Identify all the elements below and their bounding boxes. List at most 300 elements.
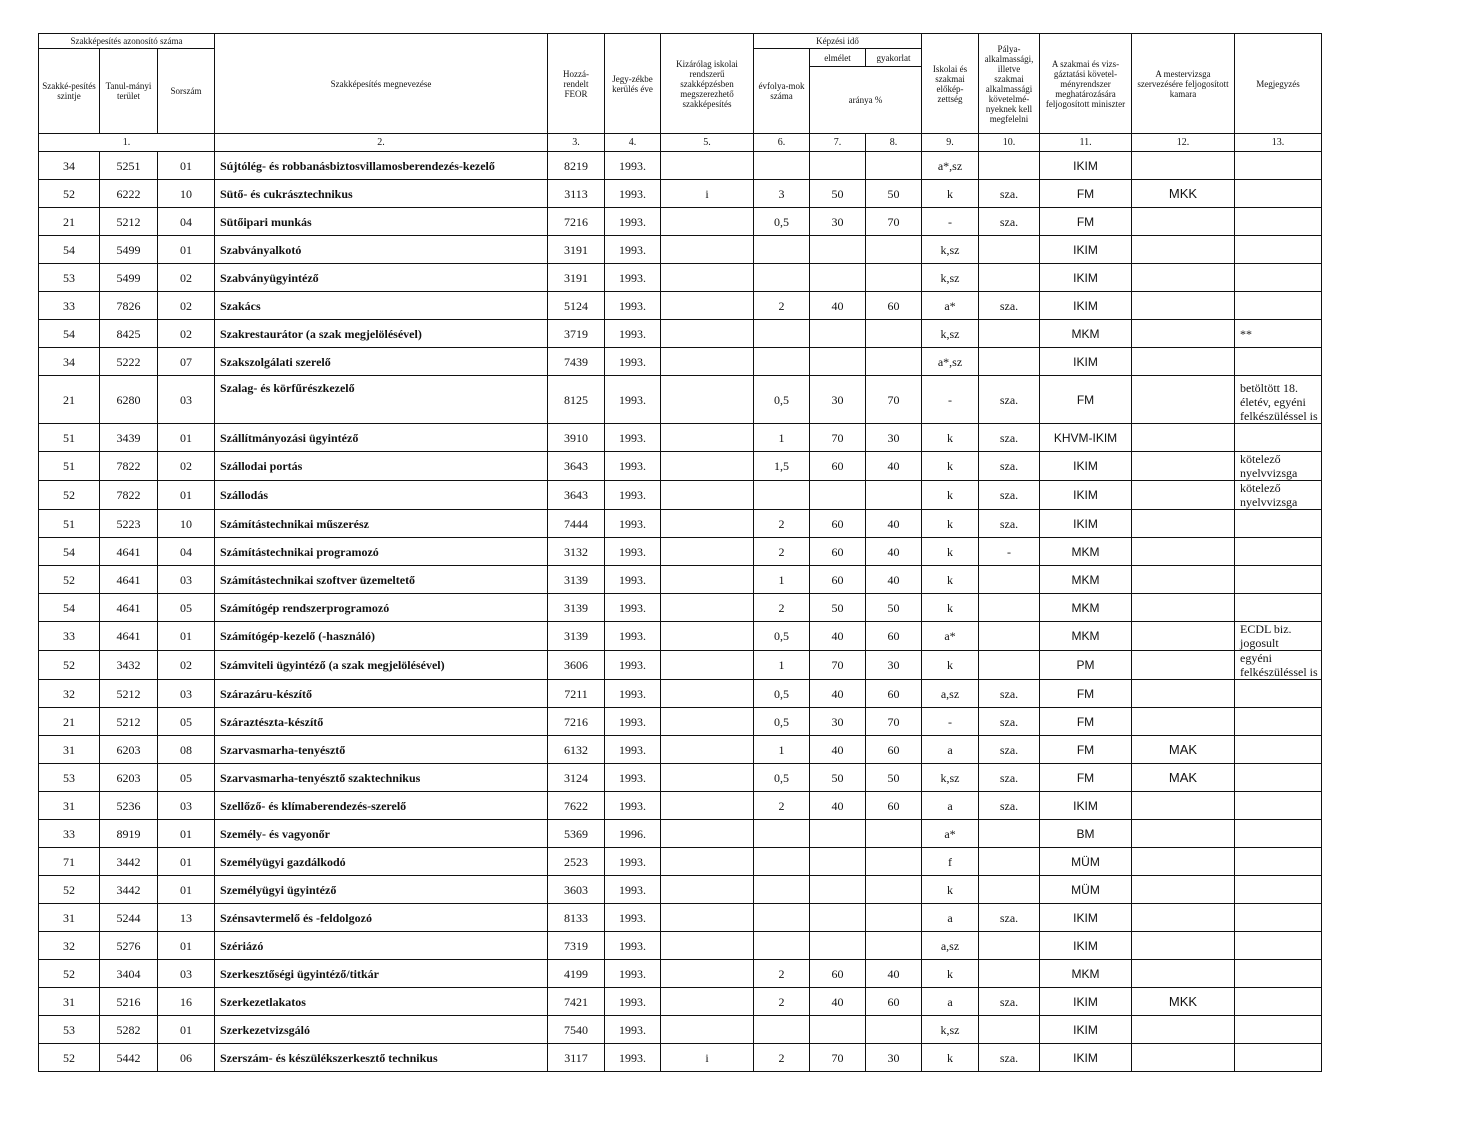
name-cell: Sütőipari munkás [215,208,548,236]
feor-cell: 3139 [548,566,605,594]
serial-cell: 05 [158,708,215,736]
grades-cell [754,152,810,180]
name-cell: Szénsavtermelő és -feldolgozó [215,904,548,932]
serial-cell: 04 [158,538,215,566]
chamber-cell [1132,236,1235,264]
minister-cell: FM [1040,680,1132,708]
column-number: 1. [39,134,215,152]
remark-cell [1235,932,1322,960]
name-cell: Szerkezetlakatos [215,988,548,1016]
career-cell: sza. [979,1044,1040,1072]
year-cell: 1993. [605,932,661,960]
feor-cell: 8219 [548,152,605,180]
table-row [39,960,1437,988]
area-cell: 5244 [100,904,158,932]
table-row [39,376,1437,424]
minister-cell: IKIM [1040,932,1132,960]
table-row [39,1016,1437,1044]
chamber-cell: MKK [1132,180,1235,208]
feor-cell: 7216 [548,208,605,236]
school-only-cell [661,680,754,708]
prereq-cell: k,sz [922,320,979,348]
theory-cell [810,848,866,876]
theory-cell: 70 [810,1044,866,1072]
career-cell [979,932,1040,960]
school-only-cell [661,152,754,180]
prereq-cell: a*,sz [922,152,979,180]
level-cell: 52 [39,566,100,594]
chamber-cell [1132,680,1235,708]
table-row [39,538,1437,566]
career-cell: sza. [979,792,1040,820]
minister-cell: IKIM [1040,510,1132,538]
remark-cell [1235,1044,1322,1072]
prereq-cell: a [922,792,979,820]
chamber-cell [1132,424,1235,452]
table-row [39,566,1437,594]
school-only-cell [661,651,754,680]
level-cell: 54 [39,236,100,264]
school-only-cell [661,481,754,510]
feor-cell: 7439 [548,348,605,376]
level-cell: 31 [39,904,100,932]
feor-cell: 7622 [548,792,605,820]
serial-cell: 02 [158,264,215,292]
year-cell: 1993. [605,376,661,424]
grades-cell: 0,5 [754,764,810,792]
feor-cell: 3643 [548,452,605,481]
theory-cell: 40 [810,292,866,320]
school-only-cell [661,904,754,932]
name-cell: Száraztészta-készítő [215,708,548,736]
practice-cell: 60 [866,988,922,1016]
table-row [39,792,1437,820]
minister-cell: MÜM [1040,848,1132,876]
minister-cell: IKIM [1040,988,1132,1016]
grades-cell: 1 [754,424,810,452]
area-cell: 3404 [100,960,158,988]
remark-cell [1235,152,1322,180]
year-cell: 1993. [605,264,661,292]
area-cell: 3442 [100,848,158,876]
feor-cell: 7444 [548,510,605,538]
year-cell: 1993. [605,481,661,510]
name-cell: Sújtólég- és robbanásbiztosvillamosberendezés-kezelő [215,152,548,180]
year-cell: 1993. [605,708,661,736]
practice-cell: 30 [866,651,922,680]
name-cell: Számítástechnikai szoftver üzemeltető [215,566,548,594]
theory-cell [810,876,866,904]
prereq-cell: k,sz [922,764,979,792]
chamber-cell [1132,594,1235,622]
column-number: 3. [548,134,605,152]
feor-cell: 2523 [548,848,605,876]
chamber-cell [1132,876,1235,904]
area-cell: 5499 [100,236,158,264]
practice-cell: 70 [866,208,922,236]
level-cell: 21 [39,208,100,236]
feor-cell: 3191 [548,264,605,292]
feor-cell: 7540 [548,1016,605,1044]
chamber-cell [1132,538,1235,566]
area-cell: 3432 [100,651,158,680]
career-cell [979,876,1040,904]
prereq-cell: a [922,988,979,1016]
serial-cell: 03 [158,376,215,424]
level-cell: 52 [39,876,100,904]
serial-cell: 01 [158,932,215,960]
prereq-cell: - [922,208,979,236]
feor-cell: 7421 [548,988,605,1016]
name-cell: Számítástechnikai programozó [215,538,548,566]
table-row [39,320,1437,348]
prereq-cell: k [922,481,979,510]
year-cell: 1993. [605,680,661,708]
name-cell: Szállodai portás [215,452,548,481]
year-cell: 1993. [605,208,661,236]
prereq-cell: k [922,1044,979,1072]
feor-cell: 3910 [548,424,605,452]
name-cell: Szabványalkotó [215,236,548,264]
year-cell: 1993. [605,152,661,180]
year-cell: 1993. [605,736,661,764]
practice-cell: 40 [866,538,922,566]
feor-cell: 4199 [548,960,605,988]
minister-cell: KHVM-IKIM [1040,424,1132,452]
serial-cell: 01 [158,820,215,848]
career-cell: - [979,538,1040,566]
minister-cell: IKIM [1040,236,1132,264]
remark-cell [1235,792,1322,820]
serial-cell: 01 [158,424,215,452]
career-cell [979,264,1040,292]
area-cell: 7822 [100,481,158,510]
name-cell: Szerszám- és készülékszerkesztő technikus [215,1044,548,1072]
year-cell: 1993. [605,622,661,651]
theory-cell: 30 [810,376,866,424]
minister-cell: IKIM [1040,152,1132,180]
theory-cell: 60 [810,452,866,481]
chamber-cell [1132,320,1235,348]
practice-cell [866,348,922,376]
practice-cell [866,932,922,960]
chamber-cell [1132,348,1235,376]
serial-cell: 08 [158,736,215,764]
header-area: Tanul-mányi terület [100,49,158,134]
name-cell: Számítástechnikai műszerész [215,510,548,538]
grades-cell: 2 [754,1044,810,1072]
career-cell [979,960,1040,988]
practice-cell: 50 [866,594,922,622]
remark-cell [1235,764,1322,792]
school-only-cell [661,622,754,651]
grades-cell: 0,5 [754,376,810,424]
level-cell: 21 [39,376,100,424]
chamber-cell: MKK [1132,988,1235,1016]
qualifications-table [38,33,1437,1072]
level-cell: 54 [39,594,100,622]
school-only-cell [661,348,754,376]
level-cell: 33 [39,820,100,848]
area-cell: 5222 [100,348,158,376]
header-grades: évfolya-mok száma [754,49,810,134]
level-cell: 32 [39,932,100,960]
grades-cell [754,348,810,376]
career-cell: sza. [979,764,1040,792]
practice-cell: 40 [866,566,922,594]
table-row [39,264,1437,292]
remark-cell: egyéni felkészüléssel is [1235,651,1322,680]
table-row [39,348,1437,376]
chamber-cell [1132,622,1235,651]
level-cell: 53 [39,1016,100,1044]
career-cell [979,152,1040,180]
minister-cell: MKM [1040,320,1132,348]
column-number: 13. [1235,134,1322,152]
area-cell: 5212 [100,208,158,236]
table-row [39,651,1437,680]
remark-cell [1235,1016,1322,1044]
header-practice: gyakorlat [866,49,922,67]
school-only-cell [661,236,754,264]
feor-cell: 3124 [548,764,605,792]
header-year: Jegy-zékbe kerülés éve [605,34,661,134]
feor-cell: 3643 [548,481,605,510]
table-row [39,708,1437,736]
school-only-cell [661,424,754,452]
practice-cell: 30 [866,1044,922,1072]
area-cell: 5499 [100,264,158,292]
area-cell: 5236 [100,792,158,820]
serial-cell: 01 [158,876,215,904]
level-cell: 31 [39,988,100,1016]
theory-cell: 40 [810,988,866,1016]
table-row [39,736,1437,764]
chamber-cell [1132,960,1235,988]
remark-cell: ** [1235,320,1322,348]
area-cell: 4641 [100,594,158,622]
practice-cell [866,481,922,510]
practice-cell [866,848,922,876]
career-cell [979,622,1040,651]
feor-cell: 3606 [548,651,605,680]
area-cell: 5251 [100,152,158,180]
remark-cell [1235,736,1322,764]
prereq-cell: k [922,960,979,988]
name-cell: Szabványügyintéző [215,264,548,292]
chamber-cell [1132,651,1235,680]
area-cell: 8425 [100,320,158,348]
level-cell: 31 [39,736,100,764]
area-cell: 6222 [100,180,158,208]
year-cell: 1993. [605,1016,661,1044]
theory-cell [810,264,866,292]
area-cell: 5442 [100,1044,158,1072]
remark-cell [1235,594,1322,622]
theory-cell [810,904,866,932]
header-name: Szakképesítés megnevezése [215,34,548,134]
level-cell: 52 [39,651,100,680]
register-sheet [38,33,1436,1072]
remark-cell [1235,264,1322,292]
grades-cell: 3 [754,180,810,208]
minister-cell: BM [1040,820,1132,848]
name-cell: Szakrestaurátor (a szak megjelölésével) [215,320,548,348]
table-row [39,1044,1437,1072]
theory-cell: 40 [810,680,866,708]
table-row [39,904,1437,932]
serial-cell: 04 [158,208,215,236]
remark-cell [1235,876,1322,904]
chamber-cell [1132,510,1235,538]
table-row [39,680,1437,708]
table-row [39,932,1437,960]
serial-cell: 03 [158,792,215,820]
theory-cell [810,348,866,376]
table-row [39,876,1437,904]
career-cell: sza. [979,292,1040,320]
practice-cell: 40 [866,510,922,538]
header-id-group: Szakképesítés azonosító száma [39,34,215,49]
grades-cell [754,320,810,348]
chamber-cell [1132,820,1235,848]
grades-cell [754,932,810,960]
theory-cell: 70 [810,651,866,680]
minister-cell: IKIM [1040,348,1132,376]
name-cell: Szakszolgálati szerelő [215,348,548,376]
table-body [39,152,1437,1072]
theory-cell: 40 [810,736,866,764]
minister-cell: MKM [1040,960,1132,988]
chamber-cell [1132,904,1235,932]
prereq-cell: a*,sz [922,348,979,376]
grades-cell: 1 [754,566,810,594]
minister-cell: MKM [1040,538,1132,566]
feor-cell: 3113 [548,180,605,208]
grades-cell: 0,5 [754,208,810,236]
minister-cell: IKIM [1040,292,1132,320]
chamber-cell [1132,848,1235,876]
name-cell: Szakács [215,292,548,320]
school-only-cell [661,932,754,960]
feor-cell: 8125 [548,376,605,424]
career-cell: sza. [979,424,1040,452]
prereq-cell: k,sz [922,236,979,264]
table-row [39,594,1437,622]
prereq-cell: k [922,424,979,452]
chamber-cell [1132,292,1235,320]
feor-cell: 3191 [548,236,605,264]
minister-cell: FM [1040,376,1132,424]
name-cell: Számviteli ügyintéző (a szak megjelölésével) [215,651,548,680]
area-cell: 4641 [100,538,158,566]
school-only-cell [661,876,754,904]
theory-cell: 30 [810,708,866,736]
serial-cell: 01 [158,622,215,651]
career-cell: sza. [979,680,1040,708]
feor-cell: 5369 [548,820,605,848]
name-cell: Szerkezetvizsgáló [215,1016,548,1044]
serial-cell: 05 [158,594,215,622]
prereq-cell: a* [922,622,979,651]
name-cell: Szalag- és körfűrészkezelő [215,376,548,424]
table-row [39,820,1437,848]
table-row [39,622,1437,651]
table-row [39,208,1437,236]
grades-cell: 0,5 [754,708,810,736]
level-cell: 31 [39,792,100,820]
practice-cell [866,1016,922,1044]
year-cell: 1993. [605,236,661,264]
name-cell: Személy- és vagyonőr [215,820,548,848]
career-cell [979,236,1040,264]
school-only-cell [661,208,754,236]
practice-cell: 60 [866,292,922,320]
theory-cell [810,481,866,510]
prereq-cell: a* [922,292,979,320]
chamber-cell [1132,208,1235,236]
year-cell: 1993. [605,510,661,538]
feor-cell: 7216 [548,708,605,736]
practice-cell: 60 [866,736,922,764]
area-cell: 5223 [100,510,158,538]
chamber-cell [1132,792,1235,820]
serial-cell: 01 [158,152,215,180]
grades-cell: 0,5 [754,622,810,651]
minister-cell: PM [1040,651,1132,680]
school-only-cell [661,538,754,566]
minister-cell: FM [1040,736,1132,764]
chamber-cell: MAK [1132,736,1235,764]
grades-cell: 2 [754,960,810,988]
minister-cell: FM [1040,764,1132,792]
level-cell: 53 [39,264,100,292]
serial-cell: 05 [158,764,215,792]
year-cell: 1993. [605,904,661,932]
practice-cell: 40 [866,960,922,988]
minister-cell: MKM [1040,622,1132,651]
theory-cell: 50 [810,594,866,622]
grades-cell [754,236,810,264]
practice-cell [866,904,922,932]
remark-cell [1235,424,1322,452]
remark-cell: betöltött 18. életév, egyéni felkészüléssel is [1235,376,1322,424]
school-only-cell [661,452,754,481]
school-only-cell [661,708,754,736]
serial-cell: 02 [158,651,215,680]
table-row [39,452,1437,481]
school-only-cell [661,264,754,292]
table-row [39,292,1437,320]
year-cell: 1993. [605,180,661,208]
minister-cell: IKIM [1040,1044,1132,1072]
practice-cell [866,820,922,848]
year-cell: 1993. [605,320,661,348]
year-cell: 1993. [605,424,661,452]
serial-cell: 16 [158,988,215,1016]
practice-cell [866,236,922,264]
chamber-cell [1132,1044,1235,1072]
practice-cell: 50 [866,180,922,208]
level-cell: 21 [39,708,100,736]
prereq-cell: k [922,566,979,594]
grades-cell [754,876,810,904]
serial-cell: 10 [158,180,215,208]
header-level: Szakké-pesítés szintje [39,49,100,134]
name-cell: Szarvasmarha-tenyésztő [215,736,548,764]
school-only-cell [661,1016,754,1044]
grades-cell [754,264,810,292]
